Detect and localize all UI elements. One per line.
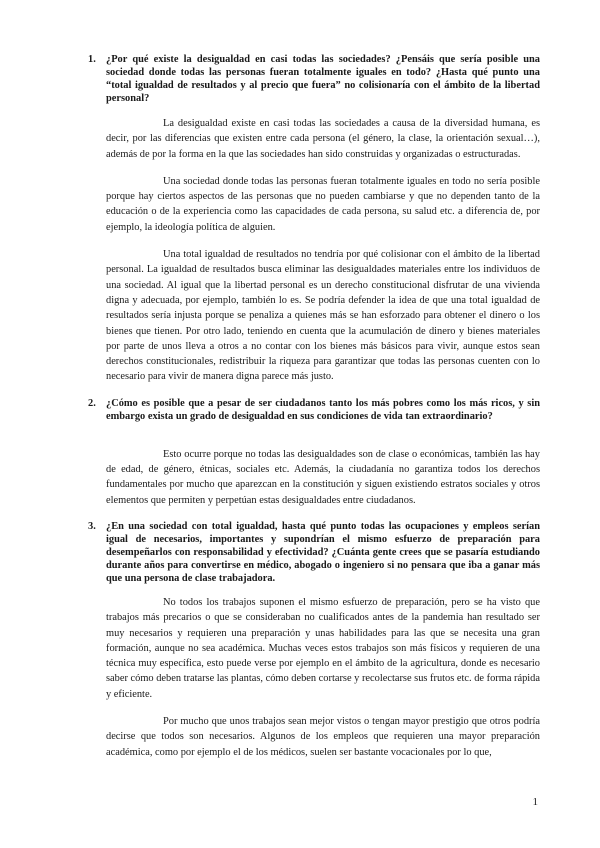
question-1 xyxy=(86,53,540,105)
question-text: ¿Cómo es posible que a pesar de ser ciudadanos tanto los más pobres como los más ricos, y sin embargo exista un grado de desigualdad en sus condiciones de vida tan extraordinario? xyxy=(106,397,540,422)
answer-paragraph: Esto ocurre porque no todas las desigualdades son de clase o económicas, también las hay de edad, de género, étnicas, sociales etc. Además, la ciudadanía no garantiza todos los derechos fundamentales por mucho que aparezcan en la constitución y siguen existiendo estratos sociales y otros elementos que permiten y perpetúan estas desigualdades entre ciudadanos. xyxy=(106,448,540,506)
answer-paragraph: No todos los trabajos suponen el mismo esfuerzo de preparación, pero se ha visto que trabajos más precarios o que se consideraban no cualificados antes de la pandemia han resultado ser muy necesarios y requieren una preparación y unas habilidades para las que se necesita una gran formación, aunque no sea académica. Muchas veces estos trabajos son más físicos y requieren de una técnica muy específica, esto puede verse por ejemplo en el ámbito de la agricultura, donde es necesario saber cómo deben tratarse las plantas, cómo deben cortarse y recolectarse sus frutos etc. de forma rápida y eficiente. xyxy=(106,596,540,700)
question-text: ¿En una sociedad con total igualdad, hasta qué punto todas las ocupaciones y empleos serían igual de necesarios, importantes y supondrían el mismo esfuerzo de preparación para desempeñarlos con responsabilidad y efectividad? ¿Cuánta gente crees que se pasaría estudiando durante años para convertirse en médico, abogado o ingeniero si no pensara que iba a ganar más que una persona de clase trabajadora. xyxy=(106,520,540,584)
question-3 xyxy=(86,520,540,585)
document-page xyxy=(86,53,540,760)
question-text: ¿Por qué existe la desigualdad en casi todas las sociedades? ¿Pensáis que sería posible una sociedad donde todas las personas fueran totalmente iguales en todo? ¿Hasta qué punto una “total igualdad de resultados y al precio que fuera” no colisionaría con el ámbito de la libertad personal? xyxy=(106,54,540,104)
answer-paragraph: Una total igualdad de resultados no tendría por qué colisionar con el ámbito de la libertad personal. La igualdad de resultados busca eliminar las desigualdades materiales entre los individuos de una sociedad. Al igual que la libertad personal es un derecho constitucional disfrutar de una vivienda digna y adecuada, por ejemplo, también lo es. Se podría defender la idea de que una total igualdad de resultados sería injusta porque se penaliza a quienes más se han esforzado para obtener el dinero o los bienes que tienen. Por otro lado, teniendo en cuenta que la acumulación de dinero y bienes materiales por parte de unos lleva a otros a no contar con los bienes más básicos para vivir, aunque estos sean derechos constitucionales, redistribuir la riqueza para garantizar que todas las personas cuenten con lo necesario para vivir de manera digna parece más justo. xyxy=(106,249,540,383)
question-number: 1. xyxy=(88,54,96,65)
answer-paragraph: Una sociedad donde todas las personas fueran totalmente iguales en todo no sería posible porque hay ciertos aspectos de las personas que no pueden cambiarse y que no dependen tanto de la educación o de la experiencia como las capacidades de cada persona, su salud etc. a diferencia de, por ejemplo, la ideología política de alguien. xyxy=(106,175,540,233)
answer-paragraph: La desigualdad existe en casi todas las sociedades a causa de la diversidad humana, es decir, por las diferencias que existen entre cada persona (el género, la clase, la orientación sexual…), además de por la forma en la que las sociedades han sido construidas y organizadas o estructuradas. xyxy=(106,118,540,160)
question-number: 2. xyxy=(88,397,96,409)
page-number: 1 xyxy=(532,796,538,808)
question-2 xyxy=(86,397,540,423)
answer-paragraph: Por mucho que unos trabajos sean mejor vistos o tengan mayor prestigio que otros podría decirse que todos son necesarios. Algunos de los empleos que requieren una mayor preparación académica, como por ejemplo el de los médicos, suelen ser bastante vocacionales por lo que, xyxy=(106,716,540,758)
question-number: 3. xyxy=(88,520,96,532)
